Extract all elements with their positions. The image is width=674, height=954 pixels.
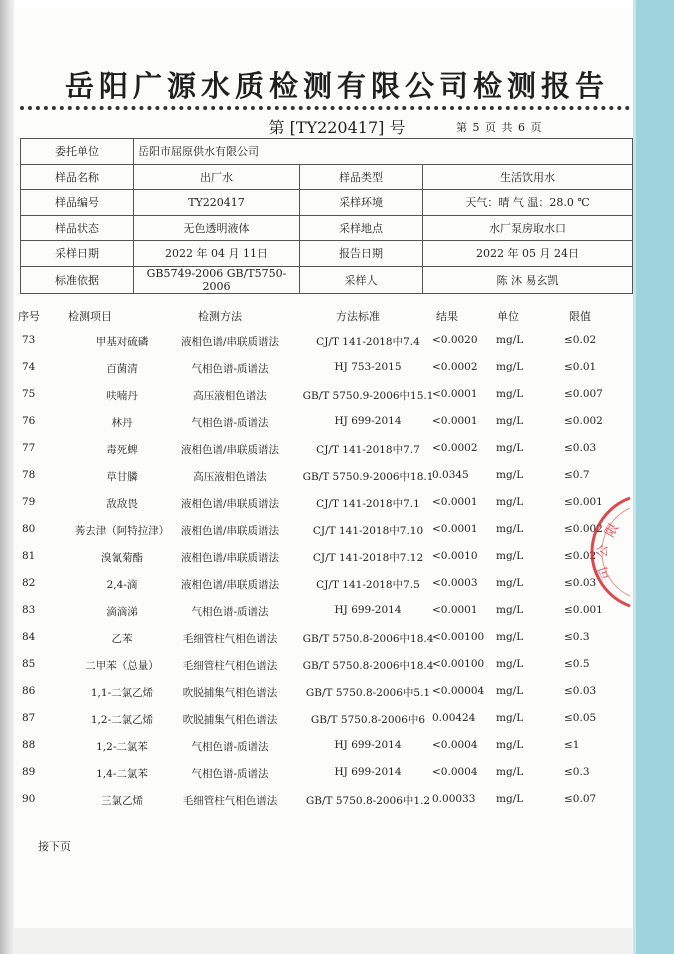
- cell-method: 液相色谱/串联质谱法: [180, 579, 280, 591]
- sampler-label: 采样人: [300, 266, 423, 293]
- cell-standard: CJ/T 141-2018中7.1: [316, 498, 420, 510]
- table-row: [14, 759, 632, 786]
- cell-result: <0.0001: [432, 415, 478, 427]
- cell-limit: ≤0.03: [564, 685, 597, 697]
- table-row: [14, 597, 632, 624]
- cell-item: 溴氰菊酯: [101, 552, 143, 564]
- sample-info-table: [20, 138, 633, 294]
- cell-no: 76: [22, 415, 36, 427]
- svg-text:限: 限: [602, 521, 622, 540]
- cell-no: 78: [22, 469, 36, 481]
- cell-standard: CJ/T 141-2018中7.4: [316, 336, 420, 348]
- cell-unit: mg/L: [496, 496, 524, 508]
- cell-result: <0.0001: [432, 604, 478, 616]
- env-value: 天气：晴 气 温：28.0 ℃: [423, 190, 633, 216]
- cell-unit: mg/L: [496, 766, 524, 778]
- table-row: [14, 651, 632, 678]
- cell-limit: ≤0.01: [564, 361, 597, 373]
- cell-unit: mg/L: [496, 685, 524, 697]
- cell-method: 液相色谱/串联质谱法: [180, 498, 280, 510]
- cell-method: 吹脱捕集气相色谱法: [182, 687, 278, 699]
- cell-unit: mg/L: [496, 793, 524, 805]
- cell-result: <0.00100: [432, 631, 485, 643]
- cell-result: <0.0002: [432, 361, 478, 373]
- cell-item: 2,4-滴: [106, 579, 138, 591]
- standard-label: 标准依据: [21, 266, 134, 293]
- cell-result: <0.0002: [432, 442, 478, 454]
- cell-item: 1,2-二氯乙烯: [90, 714, 154, 726]
- results-list: [14, 327, 632, 813]
- cell-item: 敌敌畏: [106, 498, 138, 510]
- info-row-sample-no: [21, 190, 633, 216]
- cell-limit: ≤0.3: [564, 766, 590, 778]
- cell-no: 87: [22, 712, 36, 724]
- report-date-label: 报告日期: [300, 241, 423, 267]
- info-row-dates: [21, 241, 633, 267]
- cell-standard: HJ 699-2014: [334, 766, 402, 778]
- cell-no: 74: [22, 361, 36, 373]
- cell-limit: ≤0.001: [564, 604, 603, 616]
- col-method: 检测方法: [198, 310, 242, 323]
- env-label: 采样环境: [300, 190, 423, 216]
- sampling-date-label: 采样日期: [21, 241, 134, 267]
- report-title: 岳阳广源水质检测有限公司检测报告: [64, 69, 609, 103]
- state-label: 样品状态: [21, 215, 134, 241]
- cell-result: <0.00100: [432, 658, 485, 670]
- table-row: [14, 678, 632, 705]
- sampling-date-value: 2022 年 04 月 11日: [134, 241, 300, 267]
- table-row: [14, 381, 632, 408]
- cell-method: 毛细管柱气相色谱法: [182, 795, 278, 807]
- cell-unit: mg/L: [496, 604, 524, 616]
- cell-no: 83: [22, 604, 36, 616]
- cell-standard: GB/T 5750.8-2006中1.2: [305, 795, 431, 807]
- cell-no: 73: [22, 334, 36, 346]
- scan-right-background: [636, 0, 674, 954]
- cell-item: 百菌清: [106, 363, 138, 375]
- client-label: 委托单位: [21, 139, 134, 165]
- table-row: [14, 327, 632, 354]
- cell-limit: ≤1: [564, 739, 580, 751]
- cell-standard: HJ 699-2014: [334, 739, 402, 751]
- cell-item: 二甲苯（总量）: [85, 660, 159, 672]
- cell-unit: mg/L: [496, 523, 524, 535]
- cell-item: 甲基对硫磷: [95, 336, 149, 348]
- cell-unit: mg/L: [496, 739, 524, 751]
- cell-result: 0.00424: [432, 712, 476, 724]
- cell-limit: ≤0.002: [564, 523, 603, 535]
- cell-limit: ≤0.5: [564, 658, 590, 670]
- cell-limit: ≤0.02: [564, 334, 597, 346]
- table-row: [14, 408, 632, 435]
- cell-unit: mg/L: [496, 469, 524, 481]
- cell-standard: CJ/T 141-2018中7.5: [316, 579, 420, 591]
- cell-result: <0.0020: [432, 334, 478, 346]
- cell-limit: ≤0.03: [564, 442, 597, 454]
- info-row-standard: [21, 266, 633, 293]
- cell-no: 81: [22, 550, 36, 562]
- cell-unit: mg/L: [496, 712, 524, 724]
- results-header: [14, 302, 632, 326]
- cell-item: 毒死蜱: [106, 444, 138, 456]
- cell-result: <0.0004: [432, 766, 478, 778]
- cell-result: <0.0003: [432, 577, 478, 589]
- table-row: [14, 705, 632, 732]
- cell-unit: mg/L: [496, 361, 524, 373]
- table-row: [14, 435, 632, 462]
- cell-no: 82: [22, 577, 36, 589]
- cell-method: 气相色谱-质谱法: [191, 768, 269, 780]
- state-value: 无色透明液体: [134, 215, 300, 241]
- cell-standard: CJ/T 141-2018中7.12: [312, 552, 424, 564]
- cell-item: 三氯乙烯: [101, 795, 143, 807]
- sample-type-label: 样品类型: [300, 164, 423, 190]
- sample-no-label: 样品编号: [21, 190, 134, 216]
- cell-result: <0.0001: [432, 496, 478, 508]
- cell-unit: mg/L: [496, 334, 524, 346]
- table-row: [14, 570, 632, 597]
- cell-method: 气相色谱-质谱法: [191, 363, 269, 375]
- cell-result: <0.0010: [432, 550, 478, 562]
- sampler-value: 陈 沐 易玄凯: [423, 266, 633, 293]
- cell-unit: mg/L: [496, 550, 524, 562]
- table-row: [14, 786, 632, 813]
- cell-no: 88: [22, 739, 36, 751]
- cell-no: 80: [22, 523, 36, 535]
- cell-no: 77: [22, 442, 36, 454]
- cell-method: 吹脱捕集气相色谱法: [182, 714, 278, 726]
- cell-unit: mg/L: [496, 388, 524, 400]
- cell-item: 滴滴涕: [106, 606, 138, 618]
- cell-standard: GB/T 5750.8-2006中18.4: [302, 660, 434, 672]
- cell-item: 乙苯: [111, 633, 133, 645]
- svg-text:司: 司: [595, 564, 614, 582]
- cell-limit: ≤0.05: [564, 712, 597, 724]
- client-value: 岳阳市屈原供水有限公司: [134, 139, 633, 165]
- info-row-client: [21, 139, 633, 165]
- svg-text:公: 公: [595, 544, 612, 559]
- table-row: [14, 516, 632, 543]
- cell-limit: ≤0.02: [564, 550, 597, 562]
- cell-standard: GB/T 5750.9-2006中15.1: [302, 390, 434, 402]
- cell-unit: mg/L: [496, 442, 524, 454]
- col-unit: 单位: [497, 310, 519, 323]
- cell-no: 85: [22, 658, 36, 670]
- cell-limit: ≤0.03: [564, 577, 597, 589]
- cell-result: 0.00033: [432, 793, 476, 805]
- scan-left-edge: [0, 0, 14, 954]
- cell-no: 75: [22, 388, 36, 400]
- cell-standard: GB/T 5750.8-2006中18.4: [302, 633, 434, 645]
- cell-method: 高压液相色谱法: [193, 390, 267, 402]
- cell-result: 0.0345: [432, 469, 469, 481]
- cell-result: <0.0001: [432, 388, 478, 400]
- cell-standard: CJ/T 141-2018中7.7: [316, 444, 420, 456]
- next-page-note: 接下页: [38, 840, 71, 853]
- table-row: [14, 732, 632, 759]
- cell-unit: mg/L: [496, 658, 524, 670]
- table-row: [14, 624, 632, 651]
- cell-item: 1,2-二氯苯: [96, 741, 148, 753]
- cell-standard: GB/T 5750.8-2006中5.1: [305, 687, 431, 699]
- cell-method: 液相色谱/串联质谱法: [180, 444, 280, 456]
- cell-no: 90: [22, 793, 36, 805]
- cell-result: <0.0001: [432, 523, 478, 535]
- cell-limit: ≤0.001: [564, 496, 603, 508]
- cell-standard: HJ 699-2014: [334, 604, 402, 616]
- cell-method: 气相色谱-质谱法: [191, 417, 269, 429]
- paper-bottom-edge: [14, 928, 633, 954]
- report-date-value: 2022 年 05 月 24日: [423, 241, 633, 267]
- cell-item: 莠去津（阿特拉津）: [74, 525, 170, 537]
- report-number: 第 [TY220417] 号: [268, 118, 406, 137]
- cell-item: 1,1-二氯乙烯: [90, 687, 154, 699]
- table-row: [14, 489, 632, 516]
- cell-no: 84: [22, 631, 36, 643]
- cell-result: <0.00004: [432, 685, 485, 697]
- cell-unit: mg/L: [496, 577, 524, 589]
- company-seal-stamp: [584, 492, 634, 612]
- sample-no-value: TY220417: [134, 190, 300, 216]
- cell-method: 高压液相色谱法: [193, 471, 267, 483]
- table-row: [14, 543, 632, 570]
- cell-standard: GB/T 5750.8-2006中6: [310, 714, 426, 726]
- cell-no: 79: [22, 496, 36, 508]
- cell-standard: HJ 699-2014: [334, 415, 402, 427]
- cell-limit: ≤0.002: [564, 415, 603, 427]
- location-value: 水厂泵房取水口: [423, 215, 633, 241]
- sample-name-label: 样品名称: [21, 164, 134, 190]
- cell-method: 液相色谱/串联质谱法: [180, 552, 280, 564]
- col-item: 检测项目: [68, 310, 112, 323]
- cell-item: 1,4-二氯苯: [96, 768, 148, 780]
- standard-value: GB5749-2006 GB/T5750-2006: [134, 266, 300, 293]
- table-row: [14, 354, 632, 381]
- cell-method: 气相色谱-质谱法: [191, 741, 269, 753]
- cell-limit: ≤0.3: [564, 631, 590, 643]
- cell-no: 86: [22, 685, 36, 697]
- col-standard: 方法标准: [336, 310, 380, 323]
- sample-type-value: 生活饮用水: [423, 164, 633, 190]
- location-label: 采样地点: [300, 215, 423, 241]
- col-no: 序号: [18, 310, 40, 323]
- cell-result: <0.0004: [432, 739, 478, 751]
- sample-name-value: 出厂水: [134, 164, 300, 190]
- cell-standard: CJ/T 141-2018中7.10: [312, 525, 424, 537]
- info-row-state: [21, 215, 633, 241]
- cell-method: 毛细管柱气相色谱法: [182, 660, 278, 672]
- cell-limit: ≤0.07: [564, 793, 597, 805]
- col-limit: 限值: [569, 310, 591, 323]
- page-info: 第 5 页 共 6 页: [456, 121, 543, 134]
- cell-method: 气相色谱-质谱法: [191, 606, 269, 618]
- col-result: 结果: [436, 310, 458, 323]
- cell-method: 毛细管柱气相色谱法: [182, 633, 278, 645]
- cell-unit: mg/L: [496, 415, 524, 427]
- cell-method: 液相色谱/串联质谱法: [180, 525, 280, 537]
- table-row: [14, 462, 632, 489]
- title-dotted-divider: [20, 106, 630, 110]
- cell-limit: ≤0.7: [564, 469, 590, 481]
- cell-item: 林丹: [111, 417, 133, 429]
- cell-standard: HJ 753-2015: [334, 361, 402, 373]
- cell-item: 呋喃丹: [106, 390, 138, 402]
- cell-limit: ≤0.007: [564, 388, 603, 400]
- info-row-sample-name: [21, 164, 633, 190]
- cell-standard: GB/T 5750.9-2006中18.1: [302, 471, 434, 483]
- cell-item: 草甘膦: [106, 471, 138, 483]
- cell-no: 89: [22, 766, 36, 778]
- cell-method: 液相色谱/串联质谱法: [180, 336, 280, 348]
- cell-unit: mg/L: [496, 631, 524, 643]
